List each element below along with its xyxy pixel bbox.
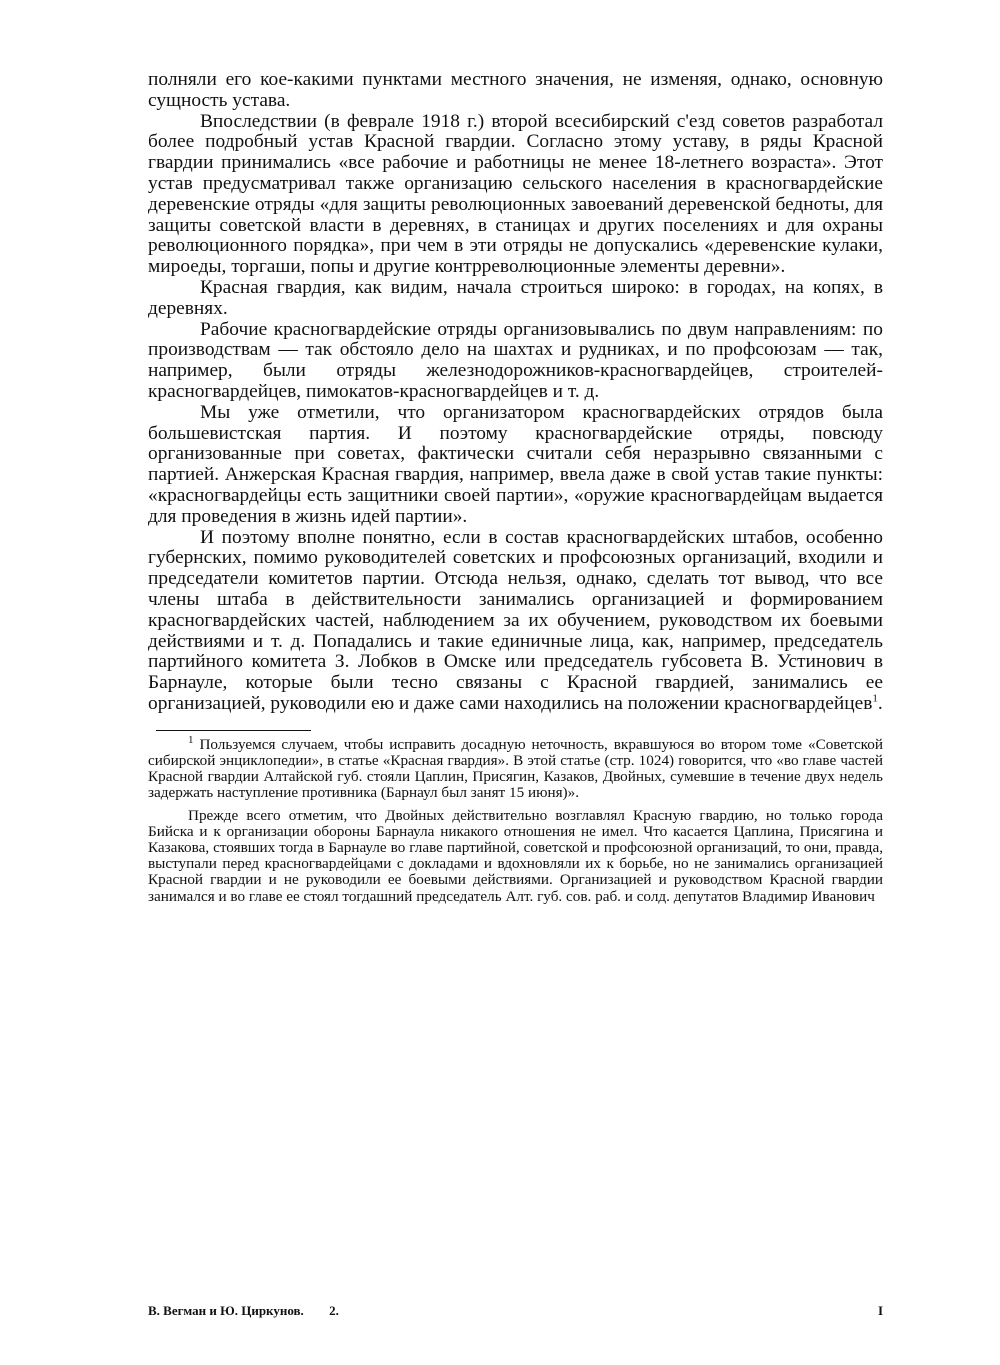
document-page — [148, 70, 883, 905]
paragraph-6: И поэтому вполне понятно, если в состав красногвардейских штабов, особенно губернских, помимо руководителей советских и профсоюзных организаций, входили и председатели комитетов партии. Отсюда нельзя, однако, сделать тот вывод, что все члены штаба в действительности занимались организацией и формированием красногвардейских частей, наблюдением за их обучением, руководством их боевыми действиями и т. д. Попадались и такие единичные лица, как, например, председатель партийного комитета З. Лобков в Омске или председатель губсовета В. Устинович в Барнауле, которые были тесно связаны с Красной гвардией, занимались ее организацией, руководили ею и даже сами находились на положении красногвардейцев$^1$. — [148, 526, 883, 714]
page-footer — [148, 1303, 883, 1319]
footnotes — [148, 733, 884, 905]
footer-page-mark: I — [877, 1303, 883, 1318]
paragraph-1: полняли его кое-какими пунктами местного значения, не изменяя, однако, основную сущность устава. — [148, 69, 883, 111]
footer-left — [148, 1303, 339, 1319]
footnote-2: Прежде всего отметим, что Двойных действительно возглавлял Красную гвардию, но только города Бийска и к организации обороны Барнаула никакого отношения не имел. Что касается Цаплина, Присягина и Казакова, стоявших тогда в Барнауле во главе партийной, советской и профсоюзной организаций, то они, правда, выступали перед красногвардейцами с докладами и вдохновляли их к борьбе, но не занимались организацией Красной гвардии и не руководили ее боевыми действиями. Организацией и руководством Красной гвардии занимался и во главе ее стоял тогдашний председатель Алт. губ. сов. раб. и солд. депутатов Владимир Иванович — [148, 806, 883, 905]
paragraph-6-text: И поэтому вполне понятно, если в состав красногвардейских штабов, особенно губернских, помимо руководителей советских и профсоюзных организаций, входили и председатели комитетов партии. Отсюда нельзя, однако, сделать тот вывод, что все члены штаба в действительности занимались организацией и формированием красногвардейских частей, наблюдением за их обучением, руководством их боевыми действиями и т. д. Попадались и такие единичные лица, как, например, председатель партийного комитета З. Лобков в Омске или председатель губсовета В. Устинович в Барнауле, которые были тесно связаны с Красной гвардией, занимались ее организацией, руководили ею и даже сами находились на положении красногвардейцев — [148, 526, 883, 714]
paragraph-5: Мы уже отметили, что организатором красногвардейских отрядов была большевистская партия. И поэтому красногвардейские отряды, повсюду организованные при советах, фактически считали себя неразрывно связанными с партией. Анжерская Красная гвардия, например, ввела даже в свой устав такие пункты: «красногвардейцы есть защитники своей партии», «оружие красногвардейцам выдается для проведения в жизнь идей партии». — [148, 401, 883, 527]
footnote-divider — [156, 730, 311, 731]
footer-signature: 2. — [329, 1303, 339, 1318]
footnote-1-text: Пользуемся случаем, чтобы исправить досадную неточность, вкравшуюся во втором томе «Советской сибирской энциклопедии», в статье «Красная гвардия». В этой статье (стр. 1024) говорится, что «во главе частей Красной гвардии Алтайской губ. стояли Цаплин, Присягин, Казаков, Двойных, сумевшие в течение двух недель задержать наступление противника (Барнаул был занят 15 июня)». — [148, 735, 884, 802]
main-text — [148, 70, 883, 715]
footnote-1 — [148, 733, 884, 802]
footnote-marker: 1 — [188, 733, 194, 746]
footnote-ref: 1 — [872, 692, 878, 705]
paragraph-3: Красная гвардия, как видим, начала строиться широко: в городах, на копях, в деревнях. — [148, 276, 883, 319]
paragraph-4: Рабочие красногвардейские отряды организовывались по двум направлениям: по производствам — так обстояло дело на шахтах и рудниках, и по профсоюзам — так, например, были отряды железнодорожников-красногвардейцев, строителей-красногвардейцев, пимокатов-красногвардейцев и т. д. — [148, 318, 883, 402]
footer-authors: В. Вегман и Ю. Циркунов. — [148, 1303, 304, 1318]
paragraph-2: Впоследствии (в феврале 1918 г.) второй всесибирский с'езд советов разработал более подробный устав Красной гвардии. Согласно этому уставу, в ряды Красной гвардии принимались «все рабочие и работницы не менее 18-летнего возраста». Этот устав предусматривал также организацию сельского населения в красногвардейские деревенские отряды «для защиты революционных завоеваний деревенской бедноты, для защиты советской власти в деревнях, в станицах и других поселениях и для охраны революционного порядка», при чем в эти отряды не допускались «деревенские кулаки, мироеды, торгаши, попы и другие контрреволюционные элементы деревни». — [148, 110, 883, 278]
